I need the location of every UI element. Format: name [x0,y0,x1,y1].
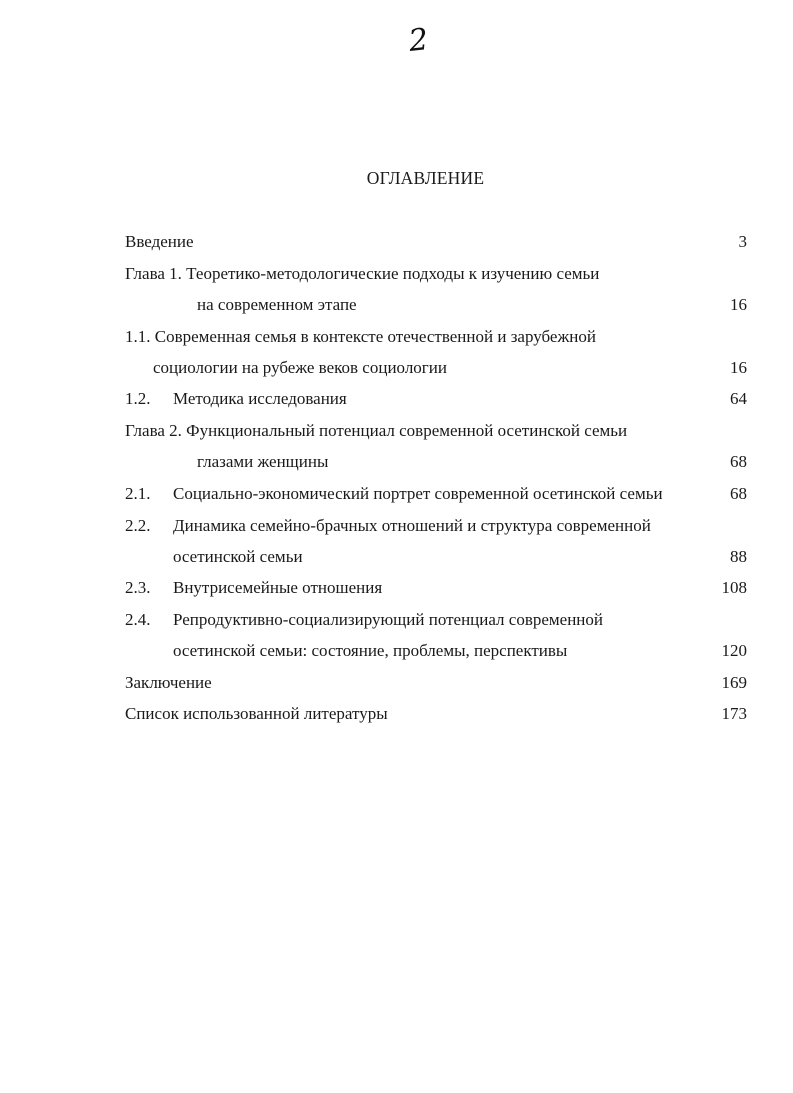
toc-section-1-2-label: Методика исследования [173,389,347,408]
toc-section-2-1-page: 68 [730,484,747,503]
toc-bibliography-page: 173 [721,704,747,723]
toc-section-2-1-label: Социально-экономический портрет современной осетинской семьи [173,484,663,503]
toc-chapter2-line2: глазами женщины [197,452,329,471]
toc-section-1-1-line1: 1.1. Современная семья в контексте отечественной и зарубежной [125,327,596,346]
toc-section-2-1-number: 2.1. [125,484,151,503]
page-title: ОГЛАВЛЕНИЕ [366,168,485,188]
toc-conclusion-label: Заключение [125,673,212,692]
toc-chapter1-line1: Глава 1. Теоретико-методологические подходы к изучению семьи [125,264,600,283]
toc-section-2-2-page: 88 [730,547,747,566]
toc-section-2-4-line2: осетинской семьи: состояние, проблемы, перспективы [173,641,568,660]
toc-bibliography-label: Список использованной литературы [125,704,388,723]
toc-chapter2-line1: Глава 2. Функциональный потенциал современной осетинской семьи [125,421,628,440]
toc-chapter1-page: 16 [730,295,747,314]
toc-section-2-4-page: 120 [721,641,747,660]
toc-section-2-4-line1: Репродуктивно-социализирующий потенциал современной [173,610,604,629]
toc-section-1-2-number: 1.2. [125,389,151,408]
toc-section-1-1-page: 16 [730,358,747,377]
toc-chapter1-line2: на современном этапе [197,295,357,314]
toc-section-1-1-line2: социологии на рубеже веков социологии [153,358,447,377]
toc-section-2-3-page: 108 [721,578,747,597]
toc-section-2-4-number: 2.4. [125,610,151,629]
toc-intro-label: Введение [125,232,194,251]
toc-intro-page: 3 [738,232,747,251]
toc-chapter2-page: 68 [730,452,747,471]
toc-section-2-2-number: 2.2. [125,516,151,535]
page-number: 2 [407,22,430,59]
toc-section-2-2-line2: осетинской семьи [173,547,303,566]
toc-section-2-3-number: 2.3. [125,578,151,597]
toc-section-2-3-label: Внутрисемейные отношения [173,578,383,597]
toc-section-1-2-page: 64 [730,389,747,408]
toc-conclusion-page: 169 [721,673,747,692]
toc-section-2-2-line1: Динамика семейно-брачных отношений и структура современной [173,516,651,535]
